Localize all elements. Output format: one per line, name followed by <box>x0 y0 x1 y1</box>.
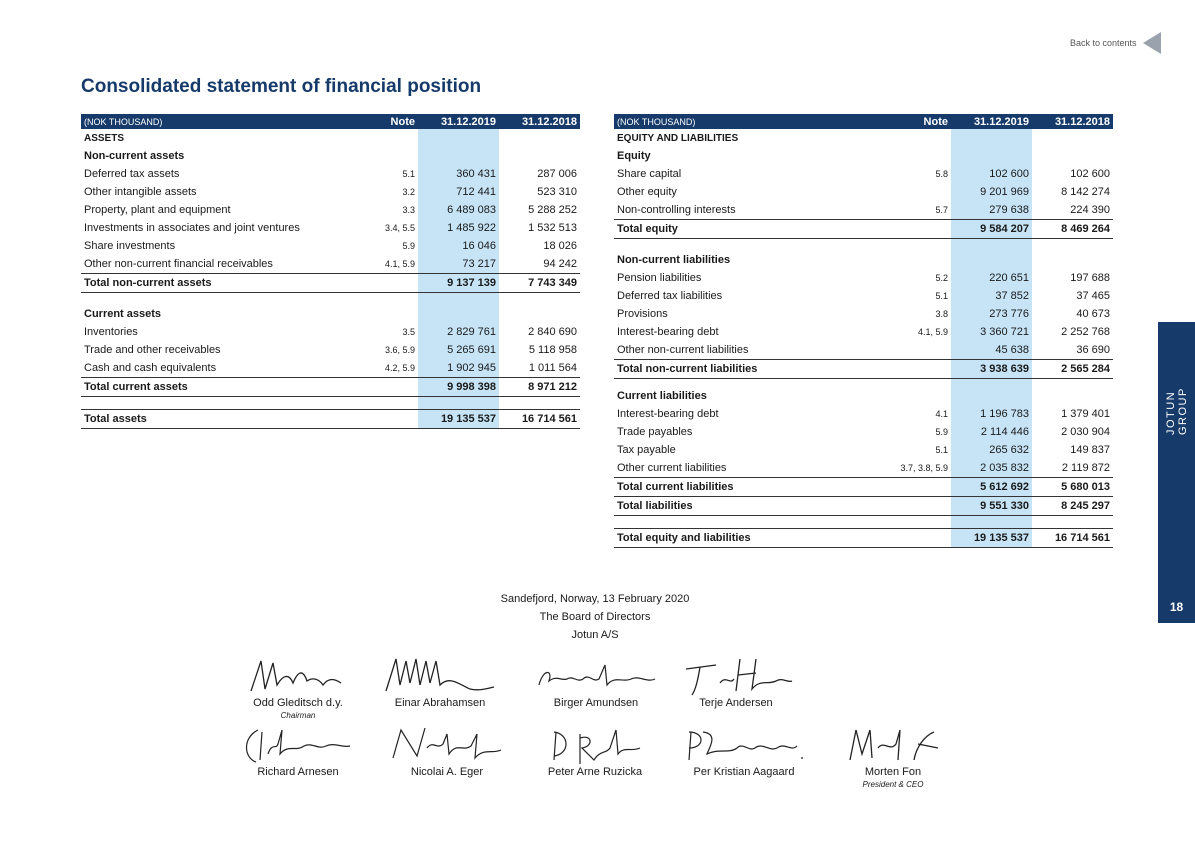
value-2018: 8 971 212 <box>499 378 580 397</box>
value-2018: 7 743 349 <box>499 274 580 293</box>
value-2019: 6 489 083 <box>418 201 499 219</box>
row-label: Trade payables <box>617 426 693 438</box>
note-header: Note <box>869 114 951 129</box>
section-heading: Equity <box>617 150 651 162</box>
value-2018: 1 379 401 <box>1061 408 1110 420</box>
table-row <box>614 287 1113 305</box>
row-label: Inventories <box>84 326 138 338</box>
back-arrow-icon <box>1143 32 1161 54</box>
value-2018: 16 714 561 <box>499 410 580 429</box>
spacer-row <box>81 397 580 410</box>
table-title-row <box>614 129 1113 147</box>
section-heading: Current assets <box>84 308 162 320</box>
value-2018: 8 245 297 <box>1032 497 1113 516</box>
value-2019: 3 360 721 <box>951 323 1032 341</box>
table-row <box>614 441 1113 459</box>
signatory-name: Nicolai A. Eger <box>410 766 484 778</box>
signatory-role: President & CEO <box>862 780 924 789</box>
signature-block <box>669 724 819 779</box>
row-label: Deferred tax assets <box>84 168 180 180</box>
note-cell <box>869 183 951 201</box>
row-label: Total liabilities <box>614 497 869 516</box>
table-row <box>614 201 1113 220</box>
section-heading-row <box>614 251 1113 269</box>
spacer-row <box>614 379 1113 388</box>
total-row <box>614 529 1113 548</box>
note-cell <box>869 220 951 239</box>
value-2018: 102 600 <box>1070 168 1110 180</box>
value-2019: 1 485 922 <box>418 219 499 237</box>
total-row <box>614 220 1113 239</box>
table-row <box>614 323 1113 341</box>
value-2019: 9 998 398 <box>418 378 499 397</box>
table-row <box>81 219 580 237</box>
signatory-name: Richard Arnesen <box>257 766 339 778</box>
value-2018: 8 142 274 <box>1061 186 1110 198</box>
row-label: Total equity and liabilities <box>614 529 869 548</box>
value-2018: 2 840 690 <box>528 326 577 338</box>
row-label: Interest-bearing debt <box>617 326 719 338</box>
signatory-name: Einar Abrahamsen <box>394 697 486 709</box>
equity-liabilities-table <box>614 114 1113 548</box>
value-2018: 94 242 <box>543 258 577 270</box>
table-row <box>81 165 580 183</box>
handwritten-signature <box>238 724 358 766</box>
value-2019: 9 137 139 <box>418 274 499 293</box>
company-name: Jotun A/S <box>571 629 619 641</box>
row-label: Trade and other receivables <box>84 344 221 356</box>
table-row <box>81 341 580 359</box>
table-header-row <box>81 114 580 129</box>
table-row <box>614 165 1113 183</box>
note-cell: 4.1, 5.9 <box>917 327 948 337</box>
table-row <box>614 305 1113 323</box>
table-row <box>614 269 1113 287</box>
note-cell: 3.7, 3.8, 5.9 <box>900 463 948 473</box>
place-date: Sandefjord, Norway, 13 February 2020 <box>500 593 690 605</box>
row-label: Total current assets <box>81 378 336 397</box>
note-cell: 4.1, 5.9 <box>384 259 415 269</box>
value-2018: 149 837 <box>1070 444 1110 456</box>
value-2018: 197 688 <box>1070 272 1110 284</box>
assets-table <box>81 114 580 429</box>
total-row <box>81 378 580 397</box>
value-2019: 9 201 969 <box>951 183 1032 201</box>
row-label: Other non-current financial receivables <box>84 258 273 270</box>
side-label: JOTUN GROUP <box>1164 387 1189 435</box>
note-cell <box>869 497 951 516</box>
value-2019: 37 852 <box>951 287 1032 305</box>
table-row <box>81 359 580 378</box>
signature-block <box>661 655 811 710</box>
note-cell <box>869 341 951 360</box>
closing-statement <box>395 590 795 644</box>
handwritten-signature <box>676 655 796 697</box>
value-2018: 523 310 <box>537 186 577 198</box>
signatory-name: Birger Amundsen <box>553 697 639 709</box>
table-row <box>81 237 580 255</box>
spacer-row <box>614 516 1113 529</box>
section-heading: Current liabilities <box>617 390 707 402</box>
note-cell: 5.9 <box>402 241 415 251</box>
signatory-name: Per Kristian Aagaard <box>693 766 795 778</box>
row-label: Provisions <box>617 308 668 320</box>
back-link-label: Back to contents <box>1070 38 1137 48</box>
table-row <box>614 341 1113 360</box>
note-cell: 5.7 <box>935 205 948 215</box>
value-2018: 1 011 564 <box>528 362 577 374</box>
total-row <box>614 360 1113 379</box>
note-cell: 5.1 <box>935 291 948 301</box>
value-2019: 102 600 <box>951 165 1032 183</box>
row-label: Total non-current assets <box>81 274 336 293</box>
note-cell: 3.5 <box>402 327 415 337</box>
note-cell: 5.9 <box>935 427 948 437</box>
value-2018: 224 390 <box>1070 204 1110 216</box>
value-2019: 19 135 537 <box>418 410 499 429</box>
row-label: Non-controlling interests <box>617 204 736 216</box>
value-2018: 36 690 <box>1076 344 1110 356</box>
table-row <box>614 459 1113 478</box>
value-2018: 2 565 284 <box>1032 360 1113 379</box>
value-2019: 9 584 207 <box>951 220 1032 239</box>
table-row <box>81 323 580 341</box>
note-cell <box>336 410 418 429</box>
row-label: Pension liabilities <box>617 272 702 284</box>
row-label: Property, plant and equipment <box>84 204 231 216</box>
value-2019: 220 651 <box>951 269 1032 287</box>
value-2018: 1 532 513 <box>528 222 577 234</box>
value-2019: 2 114 446 <box>951 423 1032 441</box>
year-2018-header: 31.12.2018 <box>1032 114 1113 129</box>
handwritten-signature <box>531 655 661 697</box>
value-2018: 18 026 <box>543 240 577 252</box>
signature-block <box>372 724 522 779</box>
row-label: Total current liabilities <box>614 478 869 497</box>
note-cell: 5.8 <box>935 169 948 179</box>
note-cell <box>869 478 951 497</box>
row-label: Other intangible assets <box>84 186 197 198</box>
table-title: EQUITY AND LIABILITIES <box>617 132 739 144</box>
value-2019: 712 441 <box>418 183 499 201</box>
signature-block <box>818 724 968 790</box>
row-label: Total non-current liabilities <box>614 360 869 379</box>
value-2018: 2 030 904 <box>1061 426 1110 438</box>
row-label: Other non-current liabilities <box>617 344 749 356</box>
section-heading: Non-current liabilities <box>617 254 731 266</box>
spacer-row <box>614 239 1113 252</box>
year-2019-header: 31.12.2019 <box>951 114 1032 129</box>
value-2018: 16 714 561 <box>1032 529 1113 548</box>
value-2019: 2 035 832 <box>951 459 1032 478</box>
value-2018: 5 680 013 <box>1032 478 1113 497</box>
signature-block <box>521 655 671 710</box>
row-label: Deferred tax liabilities <box>617 290 723 302</box>
value-2019: 19 135 537 <box>951 529 1032 548</box>
row-label: Interest-bearing debt <box>617 408 719 420</box>
row-label: Other equity <box>617 186 677 198</box>
value-2019: 2 829 761 <box>418 323 499 341</box>
value-2019: 16 046 <box>418 237 499 255</box>
value-2019: 5 265 691 <box>418 341 499 359</box>
spacer-row <box>81 293 580 306</box>
table-title: ASSETS <box>84 132 125 144</box>
note-cell: 3.8 <box>935 309 948 319</box>
value-2019: 1 902 945 <box>418 359 499 378</box>
handwritten-signature <box>540 724 650 766</box>
table-row <box>614 183 1113 201</box>
value-2019: 73 217 <box>418 255 499 274</box>
value-2019: 1 196 783 <box>951 405 1032 423</box>
section-heading-row <box>81 147 580 165</box>
note-cell: 4.1 <box>935 409 948 419</box>
total-row <box>81 274 580 293</box>
total-row <box>81 410 580 429</box>
value-2019: 5 612 692 <box>951 478 1032 497</box>
table-row <box>614 423 1113 441</box>
value-2018: 40 673 <box>1076 308 1110 320</box>
note-header: Note <box>336 114 418 129</box>
note-cell: 5.1 <box>935 445 948 455</box>
signature-block <box>223 724 373 779</box>
section-heading: Non-current assets <box>84 150 185 162</box>
section-heading-row <box>81 305 580 323</box>
handwritten-signature <box>243 655 353 697</box>
note-cell <box>336 274 418 293</box>
value-2018: 2 252 768 <box>1061 326 1110 338</box>
table-title-row <box>81 129 580 147</box>
signatory-name: Peter Arne Ruzicka <box>547 766 643 778</box>
page-title: Consolidated statement of financial position <box>81 76 482 97</box>
row-label: Share investments <box>84 240 176 252</box>
note-cell: 3.2 <box>402 187 415 197</box>
note-cell <box>869 529 951 548</box>
year-2018-header: 31.12.2018 <box>499 114 580 129</box>
handwritten-signature <box>387 724 507 766</box>
table-row <box>81 201 580 219</box>
value-2018: 5 118 958 <box>528 344 577 356</box>
value-2019: 360 431 <box>418 165 499 183</box>
row-label: Share capital <box>617 168 682 180</box>
unit-header: (NOK THOUSAND) <box>614 114 869 129</box>
back-to-contents-link[interactable] <box>1070 32 1161 54</box>
table-row <box>81 183 580 201</box>
handwritten-signature <box>679 724 809 766</box>
value-2018: 5 288 252 <box>528 204 577 216</box>
section-heading-row <box>614 387 1113 405</box>
value-2018: 8 469 264 <box>1032 220 1113 239</box>
row-label: Total assets <box>81 410 336 429</box>
table-row <box>81 255 580 274</box>
value-2019: 3 938 639 <box>951 360 1032 379</box>
row-label: Other current liabilities <box>617 462 727 474</box>
row-label: Total equity <box>614 220 869 239</box>
note-cell: 3.4, 5.5 <box>384 223 415 233</box>
table-row <box>614 405 1113 423</box>
value-2019: 265 632 <box>951 441 1032 459</box>
handwritten-signature <box>380 655 500 697</box>
unit-header: (NOK THOUSAND) <box>81 114 336 129</box>
handwritten-signature <box>838 724 948 766</box>
total-row <box>614 497 1113 516</box>
signature-block <box>223 655 373 721</box>
page-number: 18 <box>1169 600 1184 614</box>
value-2018: 287 006 <box>537 168 577 180</box>
note-cell: 4.2, 5.9 <box>384 363 415 373</box>
signatory-name: Odd Gleditsch d.y. <box>253 697 343 709</box>
signature-block <box>365 655 515 710</box>
note-cell: 3.3 <box>402 205 415 215</box>
note-cell: 5.1 <box>402 169 415 179</box>
value-2019: 45 638 <box>951 341 1032 360</box>
value-2019: 279 638 <box>951 201 1032 220</box>
signatory-name: Terje Andersen <box>699 697 773 709</box>
year-2019-header: 31.12.2019 <box>418 114 499 129</box>
total-row <box>614 478 1113 497</box>
note-cell <box>869 360 951 379</box>
value-2018: 2 119 872 <box>1061 462 1110 474</box>
signatory-name: Morten Fon <box>864 766 922 778</box>
row-label: Cash and cash equivalents <box>84 362 217 374</box>
note-cell: 3.6, 5.9 <box>384 345 415 355</box>
signatory-role: Chairman <box>280 711 316 720</box>
value-2019: 273 776 <box>951 305 1032 323</box>
board-label: The Board of Directors <box>539 611 651 623</box>
value-2018: 37 465 <box>1076 290 1110 302</box>
note-cell: 5.2 <box>935 273 948 283</box>
note-cell <box>336 378 418 397</box>
row-label: Investments in associates and joint ventures <box>84 222 300 234</box>
table-header-row <box>614 114 1113 129</box>
section-heading-row <box>614 147 1113 165</box>
row-label: Tax payable <box>617 444 676 456</box>
value-2019: 9 551 330 <box>951 497 1032 516</box>
signature-block <box>520 724 670 779</box>
